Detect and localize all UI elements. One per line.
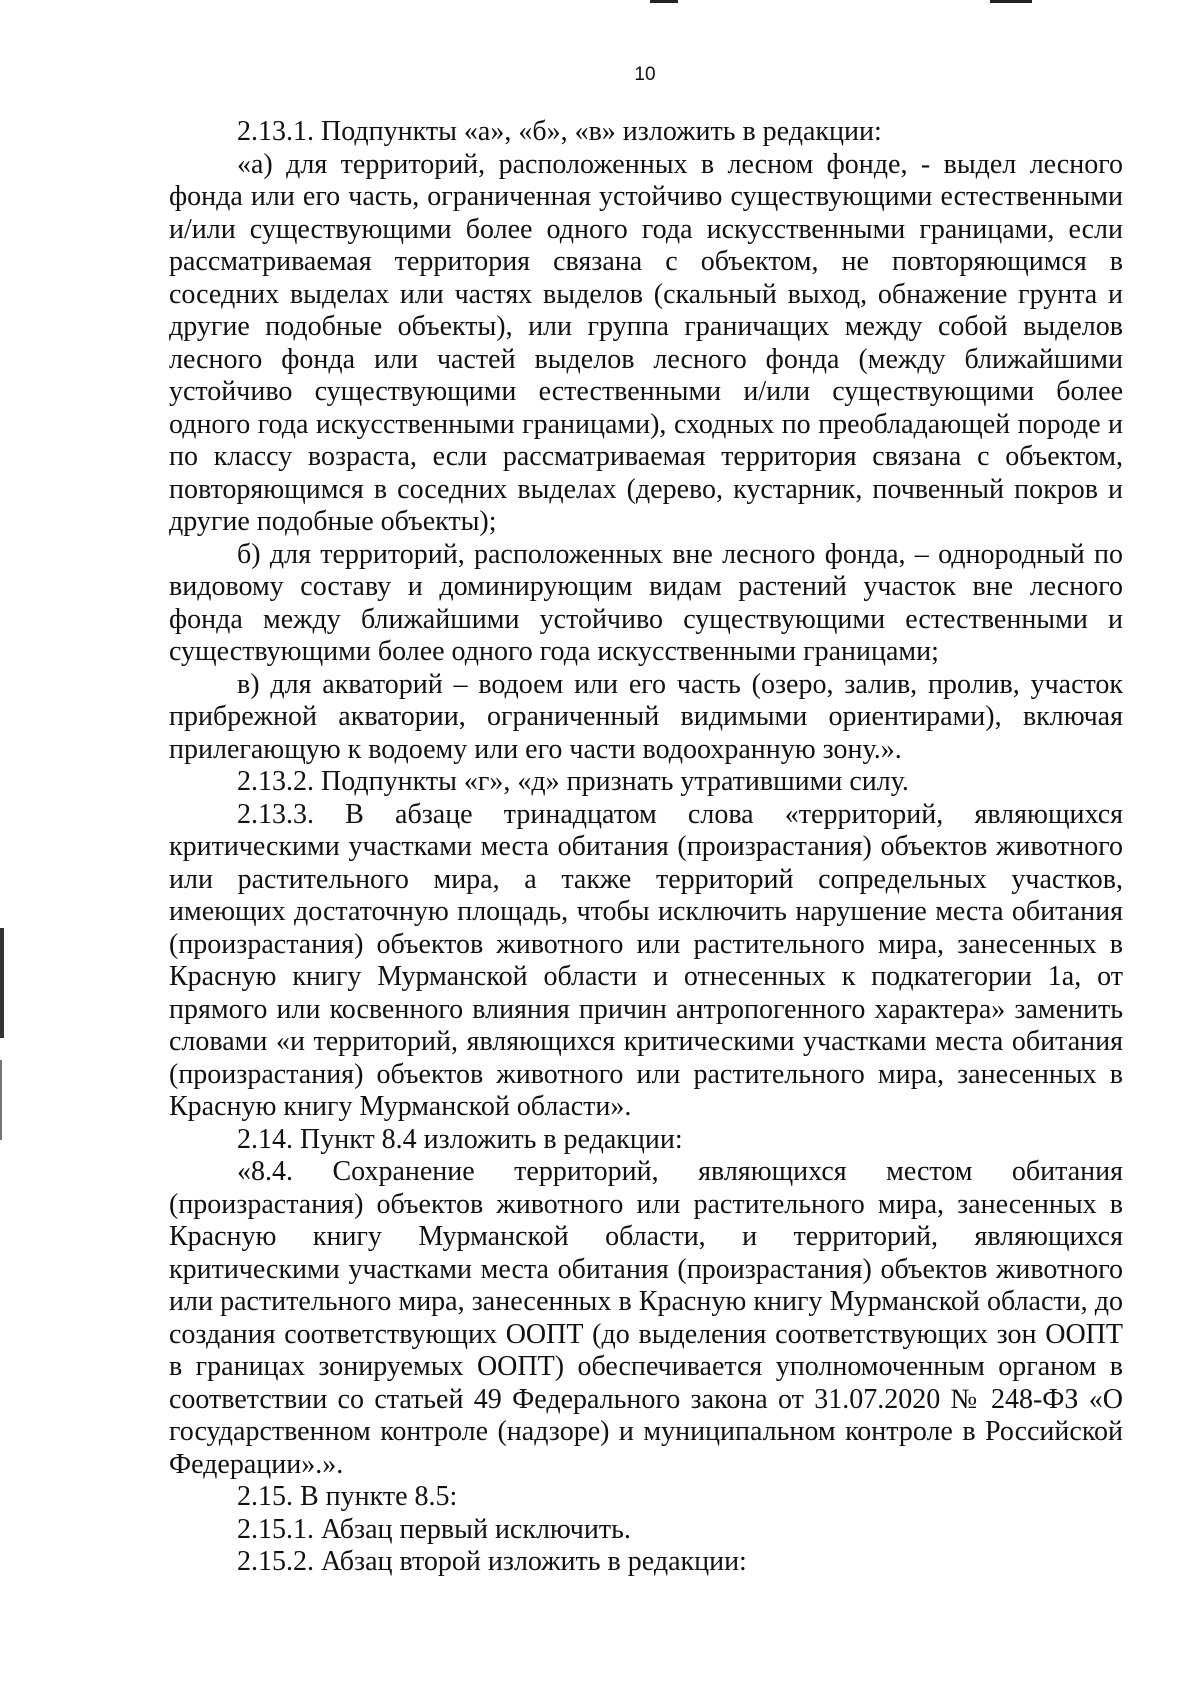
scan-edge-artifact <box>0 928 4 1038</box>
paragraph: «8.4. Сохранение территорий, являющихся местом обитания (произрастания) объектов животного или растительного мира, занесенных в Красную книгу Мурманской области, и территорий, являющихся критическими участками места обитания (произрастания) объектов животного или растительного мира, занесенных в Красную книгу Мурманской области, до создания соответствующих ООПТ (до выделения соответствующих зон ООПТ в границах зонируемых ООПТ) обеспечивается уполномоченным органом в соответствии со статьей 49 Федерального закона от 31.07.2020 № 248-ФЗ «О государственном контроле (надзоре) и муниципальном контроле в Российской Федерации».». <box>169 1156 1123 1480</box>
paragraph: 2.15.1. Абзац первый исключить. <box>237 1513 631 1545</box>
paragraph: 2.15. В пункте 8.5: <box>237 1481 458 1512</box>
paragraph: 2.13.3. В абзаце тринадцатом слова «территорий, являющихся критическими участками места обитания (произрастания) объектов животного или растительного мира, а также территорий сопредельных участков, имеющих достаточную площадь, чтобы исключить нарушение места обитания (произрастания) объектов животного или растительного мира, занесенных в Красную книгу Мурманской области и отнесенных к подкатегории 1а, от прямого или косвенного влияния причин антропогенного характера» заменить словами «и территорий, являющихся критическими участками места обитания (произрастания) объектов животного или растительного мира, занесенных в Красную книгу Мурманской области». <box>169 798 1123 1122</box>
paragraph: 2.13.2. Подпункты «г», «д» признать утратившими силу. <box>237 766 909 797</box>
paragraph: в) для акваторий – водоем или его часть (озеро, залив, пролив, участок прибрежной акватории, ограниченный видимыми ориентирами), включая прилегающую к водоему или его части водоохранную зону.». <box>169 668 1123 765</box>
scan-artifact <box>990 0 1032 3</box>
scan-artifact <box>650 0 678 3</box>
paragraph: 2.14. Пункт 8.4 изложить в редакции: <box>237 1123 683 1155</box>
scan-edge-artifact <box>0 1060 2 1140</box>
paragraph: «а) для территорий, расположенных в лесном фонде, - выдел лесного фонда или его часть, ограниченная устойчиво существующими естественными и/или существующими более одного года искусственными границами, если рассматриваемая территория связана с объектом, не повторяющимся в соседних выделах или частях выделов (скальный выход, обнажение грунта и другие подобные объекты), или группа граничащих между собой выделов лесного фонда или частей выделов лесного фонда (между ближайшими устойчиво существующими естественными и/или существующими более одного года искусственными границами), сходных по преобладающей породе и по классу возраста, если рассматриваемая территория связана с объектом, повторяющимся в соседних выделах (дерево, кустарник, почвенный покров и другие подобные объекты); <box>169 148 1123 537</box>
paragraph: 2.15.2. Абзац второй изложить в редакции: <box>237 1546 747 1577</box>
page-number: 10 <box>634 64 656 85</box>
paragraph: б) для территорий, расположенных вне лесного фонда, – однородный по видовому составу и доминирующим видам растений участок вне лесного фонда между ближайшими устойчиво существующими естественными и существующими более одного года искусственными границами; <box>169 538 1123 667</box>
document-body <box>169 116 1123 1579</box>
paragraph: 2.13.1. Подпункты «а», «б», «в» изложить в редакции: <box>237 116 882 147</box>
